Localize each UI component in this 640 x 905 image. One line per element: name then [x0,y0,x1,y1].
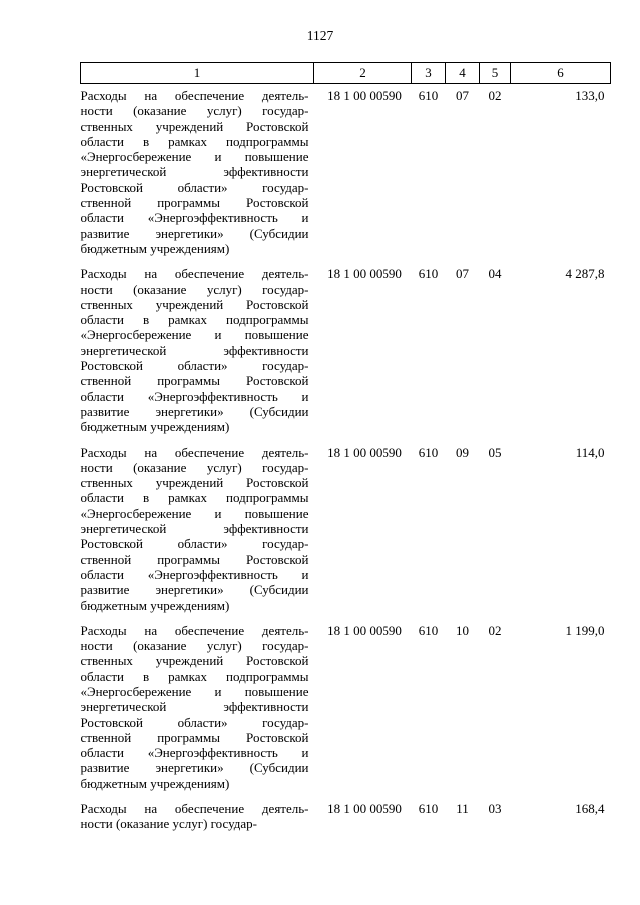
description-line: Ростовской области» государ- [80,714,309,730]
description-line: Расходы на обеспечение деятель- [80,801,309,817]
row-code: 18 1 00 00590 [327,444,402,460]
row-col-5: 02 [488,88,502,103]
page-number: 1127 [306,28,334,43]
description-line: ственной программы Ростовской [80,195,309,211]
description-line: ности (оказание услуг) государ- [80,103,309,119]
header-col-5: 5 [480,63,511,84]
description-line: области «Энергоэффективность и [80,388,309,404]
header-row [81,63,611,84]
description-line: Ростовской области» государ- [80,179,309,195]
table-body [81,84,611,838]
row-code: 18 1 00 00590 [327,266,402,282]
row-col-5: 03 [488,801,502,817]
description-line: бюджетным учреждениям) [80,419,230,435]
description-line: Расходы на обеспечение деятель- [80,88,309,103]
description-line: ственных учреждений Ростовской [80,475,309,491]
description-line: бюджетным учреждениям) [80,597,230,613]
row-col-3: 610 [418,801,439,817]
row-description [81,262,314,440]
table-row [81,619,611,797]
table-row [81,84,611,263]
table-row [81,441,611,619]
row-col-4: 09 [456,444,469,460]
description-line: энергетической эффективности [80,164,309,180]
row-col-5: 04 [488,266,502,282]
row-col-4: 07 [456,266,469,282]
row-amount: 133,0 [575,88,605,103]
row-amount: 168,4 [575,801,605,817]
description-line: развитие энергетики» (Субсидии [80,760,309,776]
row-description [81,84,314,263]
row-description [81,619,314,797]
row-col-4: 07 [456,88,469,103]
description-line: бюджетным учреждениям) [80,240,230,256]
description-line: области «Энергоэффективность и [80,566,309,582]
description-line: Расходы на обеспечение деятель- [80,444,309,460]
description-line: ственных учреждений Ростовской [80,653,309,669]
row-description [81,797,314,838]
table-header [81,63,611,84]
description-line: ности (оказание услуг) государ- [80,281,309,297]
description-line: ственной программы Ростовской [80,551,309,567]
row-col-3: 610 [418,622,439,638]
description-line: Расходы на обеспечение деятель- [80,622,309,638]
description-line: ности (оказание услуг) государ- [80,638,309,654]
description-line: области в рамках подпрограммы [80,668,309,684]
row-code: 18 1 00 00590 [327,622,402,638]
row-description [81,441,314,619]
row-col-5: 02 [488,622,502,638]
description-line: Ростовской области» государ- [80,358,309,374]
row-code: 18 1 00 00590 [327,801,402,817]
description-line: Ростовской области» государ- [80,536,309,552]
row-col-5: 05 [488,444,502,460]
description-line: области в рамках подпрограммы [80,490,309,506]
description-line: «Энергосбережение и повышение [80,149,309,165]
description-line: энергетической эффективности [80,342,309,358]
header-col-4: 4 [446,63,480,84]
table-row [81,262,611,440]
table-row [81,797,611,838]
row-col-3: 610 [418,266,439,282]
description-line: области в рамках подпрограммы [80,133,309,149]
row-amount: 1 199,0 [565,622,605,638]
description-line: ственной программы Ростовской [80,729,309,745]
description-line: бюджетным учреждениям) [80,775,230,791]
description-line: Расходы на обеспечение деятель- [80,266,309,282]
row-col-4: 11 [456,801,469,817]
description-line: ности (оказание услуг) государ- [80,816,257,832]
description-line: развитие энергетики» (Субсидии [80,582,309,598]
row-amount: 4 287,8 [565,266,605,282]
description-line: ственной программы Ростовской [80,373,309,389]
description-line: развитие энергетики» (Субсидии [80,403,309,419]
description-line: энергетической эффективности [80,521,309,537]
description-line: ности (оказание услуг) государ- [80,459,309,475]
row-code: 18 1 00 00590 [327,88,402,103]
header-col-1: 1 [81,63,314,84]
description-line: энергетической эффективности [80,699,309,715]
description-line: области «Энергоэффективность и [80,745,309,761]
row-col-4: 10 [456,622,469,638]
description-line: «Энергосбережение и повышение [80,683,309,699]
header-col-3: 3 [412,63,446,84]
description-line: «Энергосбережение и повышение [80,327,309,343]
row-col-3: 610 [418,88,439,103]
description-line: «Энергосбережение и повышение [80,505,309,521]
description-line: ственных учреждений Ростовской [80,296,309,312]
budget-table [80,62,611,838]
description-line: области «Энергоэффективность и [80,210,309,226]
header-col-2: 2 [314,63,412,84]
description-line: развитие энергетики» (Субсидии [80,225,309,241]
description-line: ственных учреждений Ростовской [80,118,309,134]
row-col-3: 610 [418,444,439,460]
row-amount: 114,0 [575,444,605,460]
description-line: области в рамках подпрограммы [80,312,309,328]
header-col-6: 6 [511,63,611,84]
